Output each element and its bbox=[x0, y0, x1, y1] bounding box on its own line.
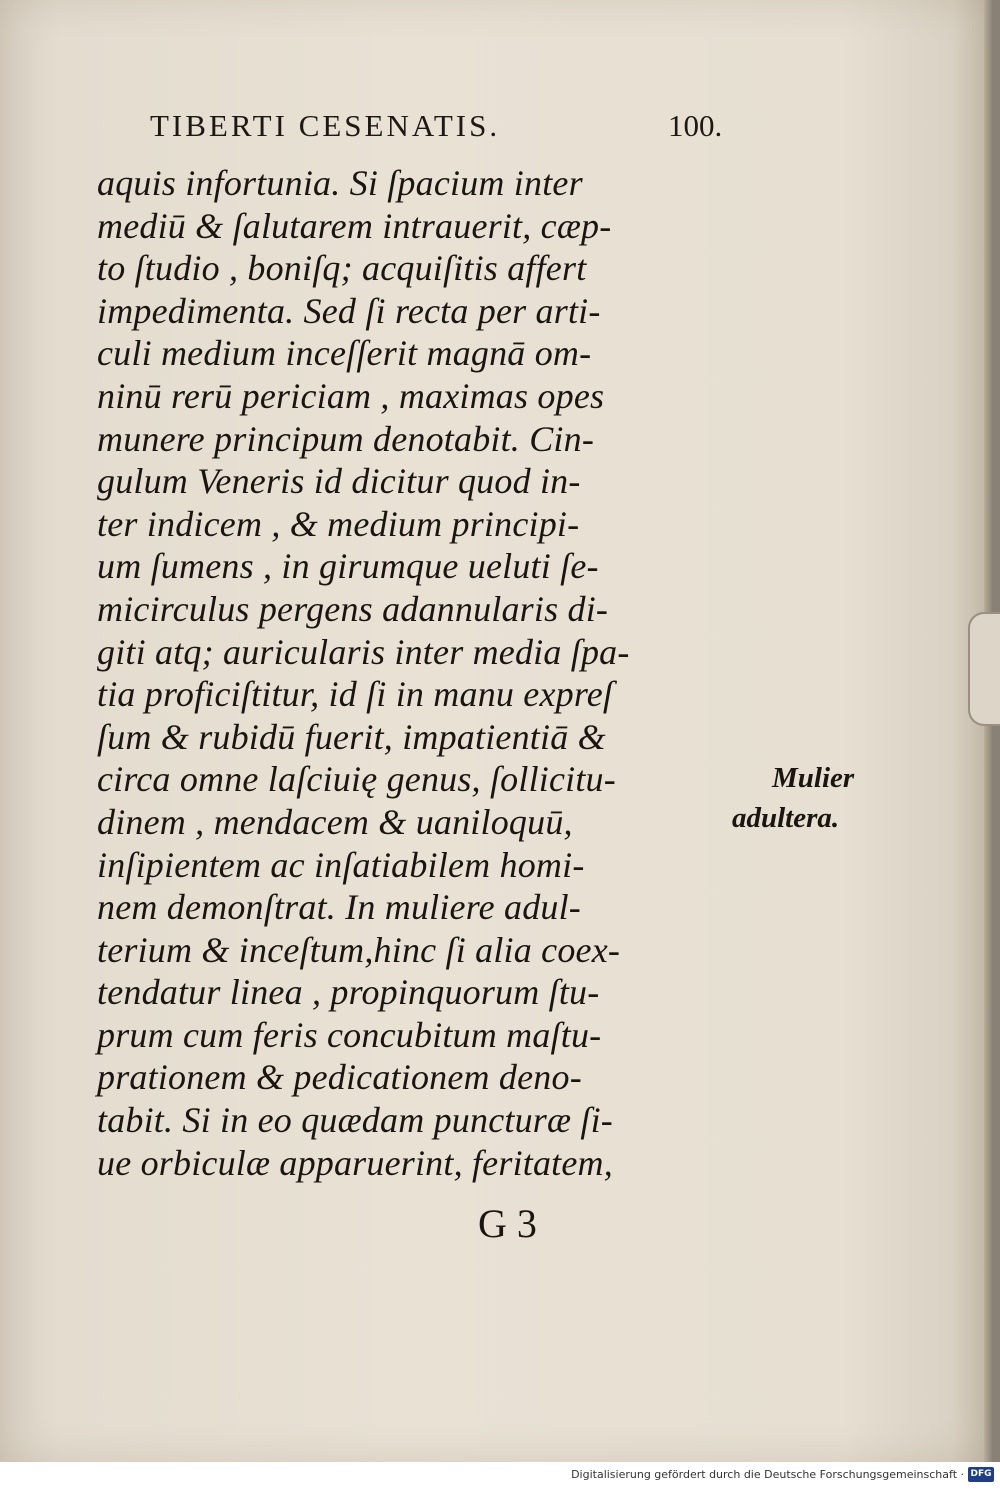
text-line: culi medium inceſſerit magnā om- bbox=[97, 333, 592, 374]
text-line: um ſumens , in girumque ueluti ſe- bbox=[97, 546, 599, 587]
text-line: terium & inceſtum,hinc ſi alia coex- bbox=[97, 929, 621, 970]
text-line: impedimenta. Sed ſi recta per arti- bbox=[97, 290, 601, 331]
funding-credit: Digitalisierung gefördert durch die Deutsche Forschungsgemeinschaft · bbox=[571, 1468, 964, 1481]
text-line: micirculus pergens adannularis di- bbox=[97, 588, 609, 629]
marginal-note-line: Mulier bbox=[772, 762, 855, 794]
text-line: ſum & rubidū fuerit, impatientiā & bbox=[97, 716, 606, 757]
marginal-note bbox=[732, 758, 882, 838]
text-line: tia proficiſtitur, id ſi in manu expreſ bbox=[97, 674, 614, 715]
text-line: aquis infortunia. Si ſpacium inter bbox=[97, 163, 583, 203]
page-edge bbox=[984, 0, 992, 1462]
text-line: ue orbiculæ apparuerint, feritatem, bbox=[97, 1142, 613, 1183]
text-line: to ſtudio , boniſq; acquiſitis affert bbox=[97, 248, 587, 289]
text-line: circa omne laſciuię genus, ſollicitu- bbox=[97, 759, 616, 800]
text-line: gulum Veneris id dicitur quod in- bbox=[97, 461, 581, 502]
text-line: ninū rerū periciam , maximas opes bbox=[97, 375, 605, 416]
marginal-note-line: adultera. bbox=[732, 802, 840, 834]
text-line: munere principum denotabit. Cin- bbox=[97, 418, 595, 459]
body-text bbox=[97, 162, 722, 1184]
text-line: dinem , mendacem & uaniloquū, bbox=[97, 801, 573, 842]
running-title: TIBERTI CESENATIS. bbox=[150, 108, 501, 143]
text-line: ter indicem , & medium principi- bbox=[97, 503, 580, 544]
folio-number: 100. bbox=[668, 108, 723, 143]
text-line: inſipientem ac inſatiabilem homi- bbox=[97, 844, 585, 885]
text-line: prum cum feris concubitum maſtu- bbox=[97, 1014, 602, 1055]
text-line: mediū & ſalutarem intrauerit, cæp- bbox=[97, 205, 612, 246]
text-line: prationem & pedicationem deno- bbox=[97, 1057, 582, 1098]
page-clip-marker bbox=[968, 612, 1000, 726]
text-line: giti atq; auricularis inter media ſpa- bbox=[97, 631, 630, 672]
text-line: tabit. Si in eo quædam puncturæ ſi- bbox=[97, 1100, 613, 1141]
footer-bar bbox=[0, 1462, 1000, 1490]
page-header bbox=[150, 108, 750, 148]
signature-mark: G 3 bbox=[478, 1201, 537, 1246]
text-line: nem demonſtrat. In muliere adul- bbox=[97, 887, 581, 928]
dfg-logo-icon: DFG bbox=[968, 1467, 994, 1482]
text-line: tendatur linea , propinquorum ſtu- bbox=[97, 972, 600, 1013]
